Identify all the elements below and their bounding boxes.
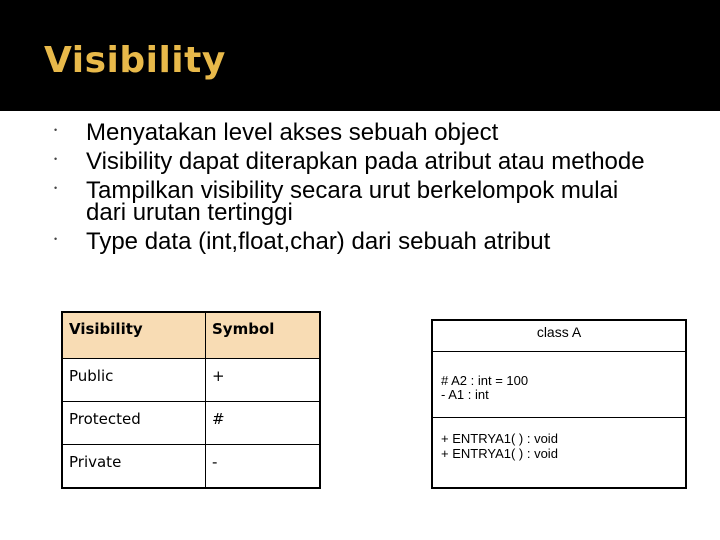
- bullet-icon: •: [54, 183, 58, 193]
- bullet-item: [50, 228, 650, 255]
- uml-class-box: [431, 319, 687, 489]
- bullet-icon: •: [54, 234, 58, 244]
- uml-divider: [433, 351, 685, 352]
- table-cell-visibility: Private: [62, 444, 206, 488]
- table-row: [62, 444, 320, 488]
- bullet-icon: •: [54, 125, 58, 135]
- table-row: [62, 359, 320, 402]
- slide-title: Visibility: [44, 40, 226, 81]
- table-header-symbol: Symbol: [206, 312, 321, 359]
- visibility-table: [61, 311, 321, 489]
- bullet-text: Type data (int,float,char) dari sebuah atribut: [86, 228, 551, 255]
- table-cell-symbol: #: [206, 401, 321, 444]
- table-header-visibility: Visibility: [62, 312, 206, 359]
- table-header-row: [62, 312, 320, 359]
- bullet-icon: •: [54, 154, 58, 164]
- table-row: [62, 401, 320, 444]
- uml-attribute: - A1 : int: [441, 387, 489, 402]
- uml-class-name: class A: [536, 324, 582, 340]
- uml-divider: [433, 417, 685, 418]
- bullet-item: [50, 119, 650, 146]
- title-band: [0, 0, 720, 111]
- bullet-text: Tampilkan visibility secara urut berkelompok mulai dari urutan tertinggi: [86, 177, 619, 226]
- bullet-item: [50, 148, 650, 175]
- uml-attribute: # A2 : int = 100: [441, 373, 529, 388]
- bullet-text: Menyatakan level akses sebuah object: [86, 119, 499, 146]
- uml-operation: + ENTRYA1( ) : void: [441, 431, 558, 446]
- bullet-text: Visibility dapat diterapkan pada atribut atau methode: [86, 148, 645, 175]
- table-cell-visibility: Protected: [62, 401, 206, 444]
- bullet-list: [50, 119, 650, 260]
- table-cell-visibility: Public: [62, 359, 206, 402]
- uml-operation: + ENTRYA1( ) : void: [441, 446, 558, 461]
- table-cell-symbol: +: [206, 359, 321, 402]
- table-cell-symbol: -: [206, 444, 321, 488]
- bullet-item: [50, 177, 650, 226]
